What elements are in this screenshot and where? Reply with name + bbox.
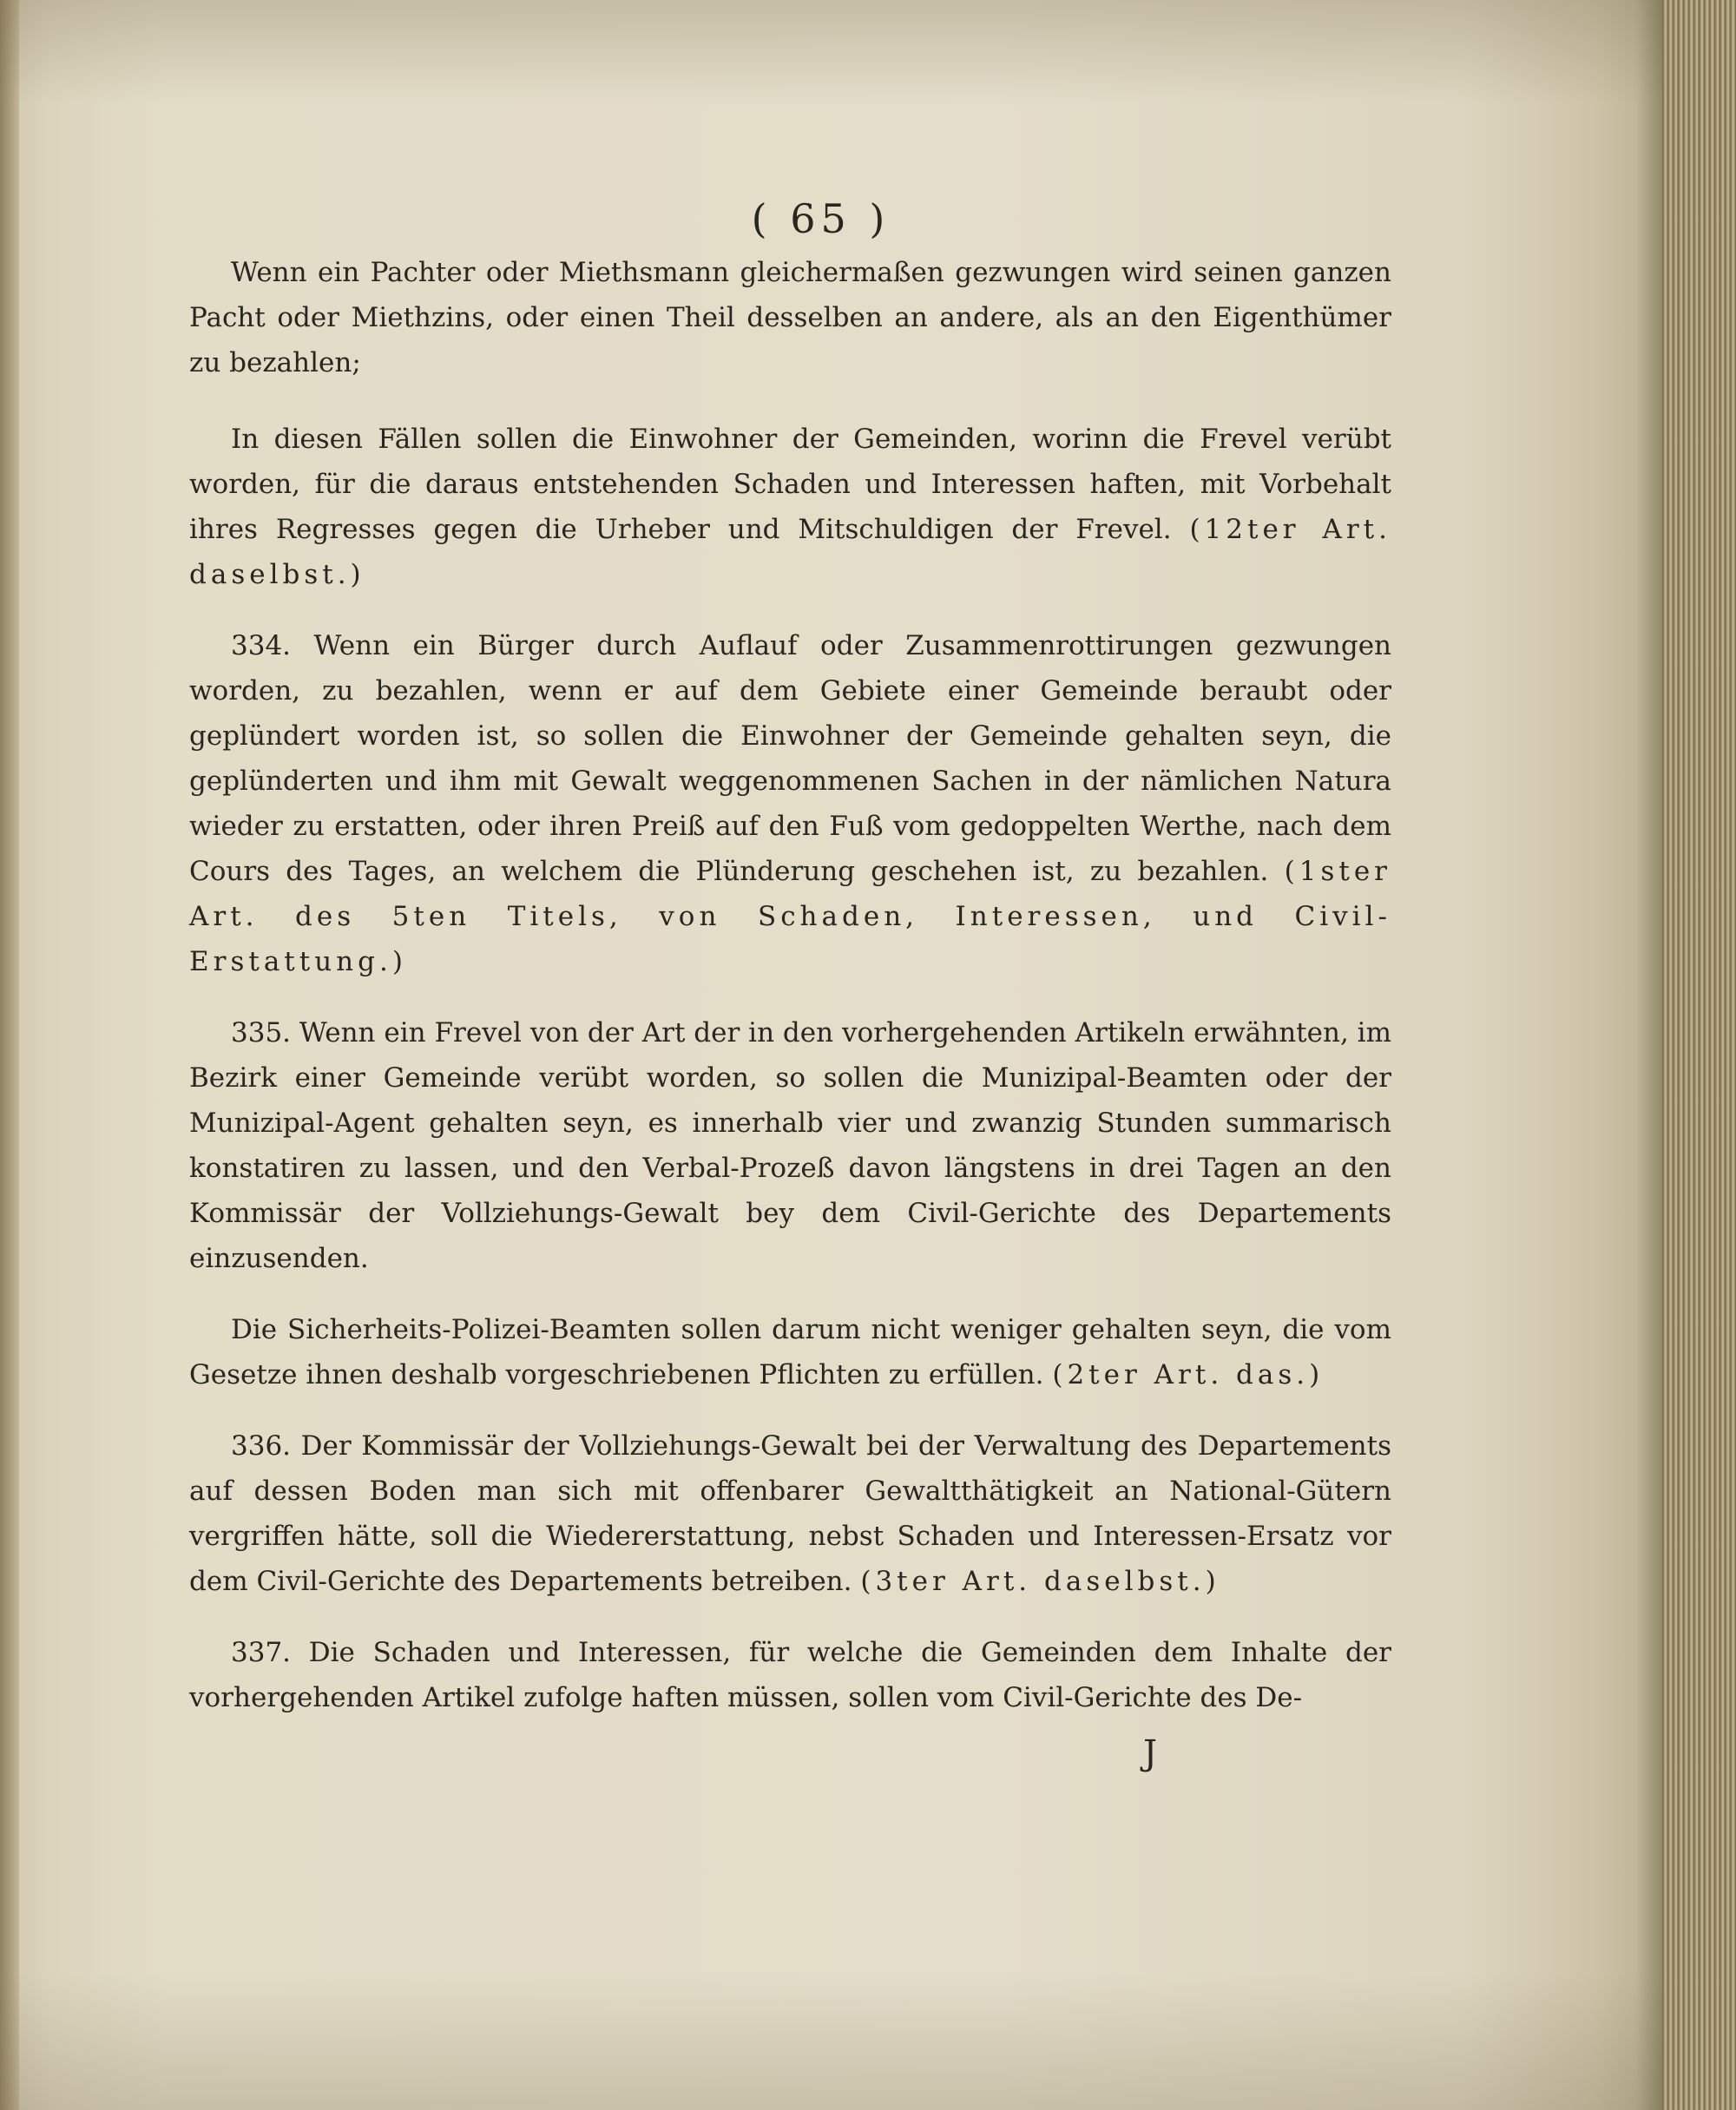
paragraph-text: 336. Der Kommissär der Vollziehungs-Gewalt bei der Verwaltung des Departements auf dessen Boden man sich mit offenbarer Gewaltthätigkeit an National-Gütern vergriffen hätte, soll die Wiedererstattung, nebst Schaden und Interessen-Ersatz vor dem Civil-Gerichte des Departements betreiben. xyxy=(189,1430,1391,1597)
paragraph-text: Wenn ein Pachter oder Miethsmann gleichermaßen gezwungen wird seinen ganzen Pacht oder Miethzins, oder einen Theil desselben an andere, als an den Eigenthümer zu bezahlen; xyxy=(189,257,1391,378)
top-shadow xyxy=(0,0,1662,104)
catchword: J xyxy=(1142,1733,1157,1773)
paragraph-text: 335. Wenn ein Frevel von der Art der in den vorhergehenden Artikeln erwähnten, im Bezirk einer Gemeinde verübt worden, so sollen die Munizipal-Beamten oder der Munizipal-Agent gehalten seyn, es innerhalb vier und zwanzig Stunden summarisch konstatiren zu lassen, und den Verbal-Prozeß davon längstens in drei Tagen an den Kommissär der Vollziehungs-Gewalt bey dem Civil-Gerichte des Departements einzusenden. xyxy=(189,1017,1391,1274)
page-edge-shadow xyxy=(1636,0,1662,2110)
binding-gutter xyxy=(0,0,19,2110)
paragraph-text: 334. Wenn ein Bürger durch Auflauf oder Zusammenrottirungen gezwungen worden, zu bezahlen, wenn er auf dem Gebiete einer Gemeinde beraubt oder geplündert worden ist, so sollen die Einwohner der Gemeinde gehalten seyn, die geplünderten und ihm mit Gewalt weggenommenen Sachen in der nämlichen Natura wieder zu erstatten, oder ihren Preiß auf den Fuß vom gedoppelten Werthe, nach dem Cours des Tages, an welchem die Plünderung geschehen ist, zu bezahlen. xyxy=(189,630,1391,887)
paragraph-article-334 xyxy=(189,623,1391,984)
paragraph-1 xyxy=(189,250,1391,385)
citation: (3ter Art. daselbst.) xyxy=(860,1566,1220,1597)
paragraph-security-police xyxy=(189,1307,1391,1397)
paragraph-article-337 xyxy=(189,1630,1391,1720)
citation: (2ter Art. das.) xyxy=(1052,1359,1325,1390)
paragraph-2 xyxy=(189,417,1391,597)
paragraph-text: Die Sicherheits-Polizei-Beamten sollen darum nicht weniger gehalten seyn, die vom Gesetze ihnen deshalb vorgeschriebenen Pflichten zu erfüllen. xyxy=(189,1314,1391,1390)
paragraph-article-335 xyxy=(189,1010,1391,1281)
paragraph-text: 337. Die Schaden und Interessen, für welche die Gemeinden dem Inhalte der vorhergehenden Artikel zufolge haften müssen, sollen vom Civil-Gerichte des De- xyxy=(189,1637,1391,1713)
paragraph-article-336 xyxy=(189,1423,1391,1604)
bottom-shadow xyxy=(0,1971,1662,2110)
paragraph-text: In diesen Fällen sollen die Einwohner der Gemeinden, worinn die Frevel verübt worden, für die daraus entstehenden Schaden und Interessen haften, mit Vorbehalt ihres Regresses gegen die Urheber und Mitschuldigen der Frevel. xyxy=(189,424,1391,545)
text-block xyxy=(189,196,1391,1776)
citation: (12ter Art. daselbst.) xyxy=(189,514,1391,590)
citation: (1ster Art. des 5ten Titels, von Schaden, Interessen, und Civil-Erstattung.) xyxy=(189,856,1391,977)
page-number: ( 65 ) xyxy=(751,195,891,242)
book-page-edges xyxy=(1662,0,1736,2110)
